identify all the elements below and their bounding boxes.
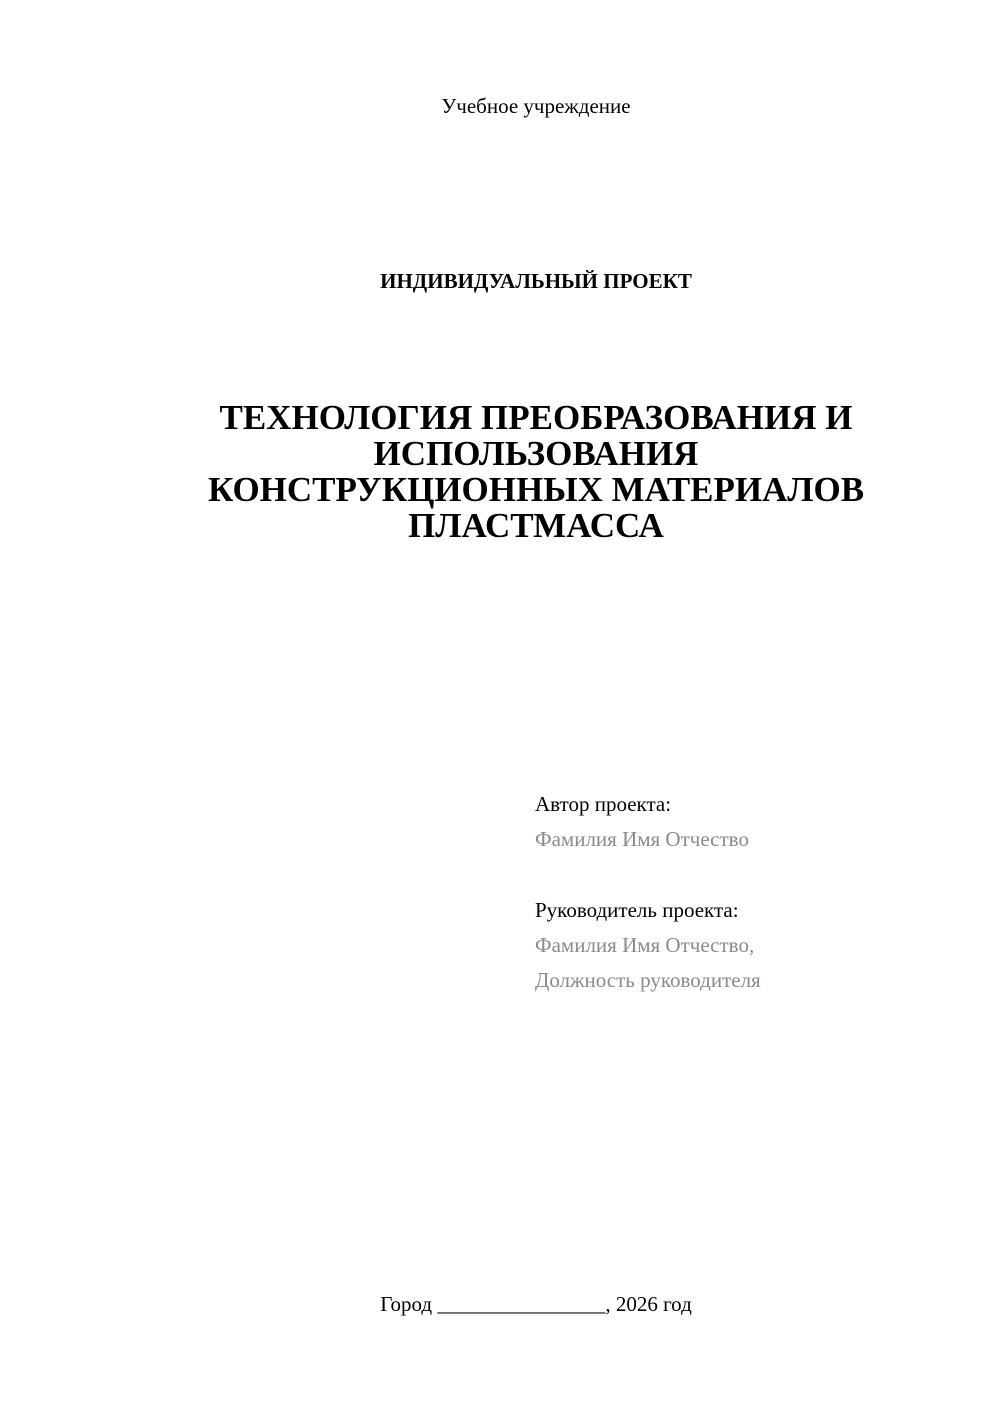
author-label: Автор проекта:	[535, 792, 672, 816]
title-line-2: ИСПОЛЬЗОВАНИЯ	[373, 434, 699, 473]
institution-name: Учебное учреждение	[441, 94, 631, 118]
supervisor-position: Должность руководителя	[535, 968, 761, 992]
title-line-4: ПЛАСТМАССА	[408, 506, 664, 545]
title-line-1: ТЕХНОЛОГИЯ ПРЕОБРАЗОВАНИЯ И	[219, 398, 853, 437]
project-title	[0, 400, 1000, 544]
author-name: Фамилия Имя Отчество	[535, 827, 749, 851]
title-line-3: КОНСТРУКЦИОННЫХ МАТЕРИАЛОВ	[207, 470, 865, 509]
supervisor-name: Фамилия Имя Отчество,	[535, 933, 755, 957]
project-type-heading: ИНДИВИДУАЛЬНЫЙ ПРОЕКТ	[380, 269, 692, 293]
supervisor-label: Руководитель проекта:	[535, 898, 739, 922]
supervisor-block	[535, 893, 761, 998]
city-year-footer: Город ________________, 2026 год	[380, 1292, 692, 1316]
author-block	[535, 787, 749, 857]
